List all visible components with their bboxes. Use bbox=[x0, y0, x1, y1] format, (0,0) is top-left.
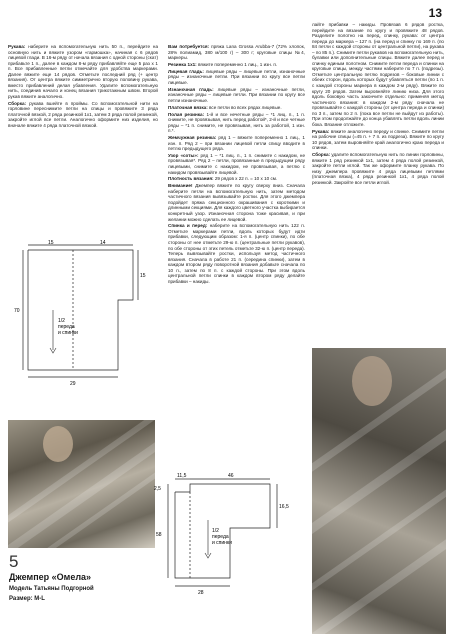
paragraph: Спинка и перед: наберите на вспомогательную нить 122 п. Отметьте маркерами петли, вдоль которых будут идти прибавки, следующим образом: 1-я п. (центр спинки), по обе стороны от нее отметьте 29-ю п. (центральные петли рукавов), по обе стороны от этих петель отметьте 32-ю п. (центр переда). Теперь вывязывайте ростки, используя метод частичного вязания. Сначала в работе 21 п. (середина спинки), затем в каждом втором ряду поворотной вязания добавьте сначала по 10 п., затем по 8 п. с каждой стороны. При этом вдоль центральной петли спинки в каждом втором ряду делайте прибавки – накиды. bbox=[168, 223, 305, 284]
model-size: Размер: M-L bbox=[9, 596, 45, 602]
dim-bottom: 29 bbox=[70, 381, 76, 387]
part-label-1: 1/2 bbox=[58, 318, 65, 324]
dim-bottom: 28 bbox=[198, 590, 204, 596]
paragraph: Сборка: рукава вшейте в проймы. Со вспомогательной нити на горловине переснимите петли на спицы и провяжите 3 ряда платочной вязкой, 2 ряда резинкой 1х1, затем 3 ряда полой резинкой, закройте иглой все петли. Аналогично оформите низ изделия, но вначале вяжите 4 ряда платочной вязкой. bbox=[8, 100, 158, 128]
paragraph: Внимание! Джемпер вяжите по кругу сверху вниз. Сначала наберите петли на вспомогательную нить, затем методом частичного вязания вывязывайте ростки. Для этого джемпера подойдет пряжа секционного окрашивания с короткими и длинными секциями. Для каждого цветного участка выбирается конкретный узор. Изнаночная сторона тоже красивая, и при желании можно сделать ее лицевой. bbox=[168, 183, 305, 222]
dim-left-a: 2,5 bbox=[154, 486, 161, 492]
paragraph: Рукава: наберите на вспомогательную нить 50 п., перейдите на основную нить и вяжите узором «гармошка», начиная с 6 рядов лицевой глади. В 16-м ряду от начала вязания с одной стороны (скат) прибавьте 1 п., далее в каждом 8-м ряду прибавляйте еще 5 раз х 1 п. Все прибавленные петли отмечайте для удобства маркерами. Далее вяжите еще 14 рядов. Отметьте последний ряд (+ центр вязания). От центра вяжите симметрично вторую половину рукава, вместо прибавлений делая убавления. Удалите вспомогательную нить, соединив начало и конец вязания трикотажным швом. Второй рукав вяжите аналогично. bbox=[8, 44, 158, 99]
model-author: Модель Татьяны Подгорной bbox=[9, 586, 94, 592]
part-label-1: 1/2 bbox=[212, 528, 219, 534]
part-label-2: переда bbox=[58, 324, 75, 330]
sleeve-schematic bbox=[150, 470, 310, 600]
part-label-3: и спинки bbox=[58, 330, 78, 336]
dim-left: 70 bbox=[14, 308, 20, 314]
dim-top-b: 46 bbox=[228, 473, 234, 479]
paragraph: Рукава: вяжите аналогично переду и спинке. Снимите петли на рабочие спицы (=45 п. + 7 п. из подреза). Вяжите по кругу 10 рядов, затем выровняйте край аналогично краю переда и спинки. bbox=[312, 128, 444, 151]
schematic-outline bbox=[28, 250, 133, 370]
model-photo-right bbox=[312, 348, 446, 634]
dim-right: 16,5 bbox=[279, 504, 289, 510]
page-number: 13 bbox=[428, 6, 442, 20]
right-text-column bbox=[312, 22, 444, 342]
left-text-column bbox=[8, 44, 158, 234]
paragraph: Резинка 1х1: вяжите попеременно 1 лиц., 1 изн. п. bbox=[168, 61, 278, 67]
paragraph: Сборка: удалите вспомогательную нить по линии горловины, вяжите 1 ряд резинкой 1х1, затем 4 ряда полой резинкой, закройте петли иглой. Так же оформите планку рукава. По низу джемпера провяжите 4 ряда лицевыми петлями (платочная вязка), 4 ряда резинкой 1х1, 4 ряда полой резинкой. Закройте все петли иглой. bbox=[312, 152, 444, 185]
dim-top-right: 14 bbox=[100, 240, 106, 246]
model-title: Джемпер «Омела» bbox=[9, 572, 92, 582]
paragraph: Жемчужная резинка: ряд 1 – вяжите попеременно 1 лиц., 1 изн. п. Ряд 2 – при вязании лицевой петли спицу вводите в петлю предыдущего ряда. bbox=[168, 134, 305, 152]
part-label-2: переда bbox=[212, 534, 229, 540]
middle-text-column bbox=[168, 44, 305, 459]
paragraph: лайте прибавки – накиды. Провязав 6 рядов ростка, перейдите на вязание по кругу и провяжите 48 рядов. Разделите полотно на перед, спинку, рукава: от центра переда до маркера – 127 п. (на перед и спинку по 169 п. (по 84 петли с каждой стороны от центральной петли), на рукава – по 85 п.). Снимите петли рукавов на вспомогательную нить, булавки или дополнительные спицы. Вяжите далее перед и спинку единым полотном. Снимите петли переда и спинки на круговые спицы, между частями наберите по 7 п. (подрезы). Отметьте центральную петлю подрезов – боковые линии с обеих сторон, вдоль которых будут убавляться петли (по 1 п. с каждой стороны маркера в каждом 2-м ряду). Вяжите по кругу 20 рядов. Затем выровняйте линию низа. Для этого вдоль боковую часть закончите отдельно: применяя метод частичного вязания: в каждом 2-м ряду сначала не провязывайте с каждой стороны (от центра переда и спинки) по 3 п., затем по 2 п. (пока все петли не выйдут из работы). При этом продолжайте до конца убавлять петли вдоль линии бока. Вязание отложите. bbox=[312, 22, 444, 127]
sleeve-outline bbox=[175, 484, 270, 578]
dim-top-left: 15 bbox=[48, 240, 54, 246]
paragraph: Вам потребуется: пряжа Lana Grossa Arubba-7 (72% хлопок, 28% полиамид, 380 м/100 г) – 300 г; круговые спицы №4, маркеры. bbox=[168, 44, 305, 61]
dim-right: 15 bbox=[140, 273, 146, 279]
paragraph: Полая резинка: 1-й и все нечетные ряды – *1 лиц. п., 1 п. снимите, не провязывая, нить перед работой*, 2-й и все четные ряды – *1 п. снимите, не провязывая, нить за работой, 1 изн. п.*. bbox=[168, 111, 305, 134]
paragraph: Плотность вязания: 29 рядов х 22 п. = 10 х 10 см. bbox=[168, 176, 278, 182]
model-number: 5 bbox=[9, 552, 19, 571]
model-photo-left bbox=[8, 420, 155, 548]
paragraph: Лицевая гладь: лицевые ряды – лицевые петли, изнаночные ряды – изнаночные петли. При вязании по кругу все петли лицевые. bbox=[168, 68, 305, 85]
paragraph: Платочная вязка: все петли во всех рядах лицевые. bbox=[168, 104, 282, 110]
part-label-3: и спинки bbox=[212, 540, 232, 546]
dim-top-a: 11,5 bbox=[177, 473, 187, 479]
paragraph: Изнаночная гладь: лицевые ряды – изнаночные петли, изнаночные ряды – лицевые петли. При вязании по кругу все петли изнаночные. bbox=[168, 86, 305, 103]
dim-left-b: 58 bbox=[156, 532, 162, 538]
sweater-schematic bbox=[8, 240, 158, 390]
paragraph: Узор «соты»: ряд 1 – *1 лиц. п., 1 п. снимите с накидом, не провязывая*. Ряд 2 – петли, провязанные в предыдущем ряду лицевыми, снимите с накидом, не провязывая, а петлю с накидом провязывайте лицевой. bbox=[168, 152, 305, 175]
